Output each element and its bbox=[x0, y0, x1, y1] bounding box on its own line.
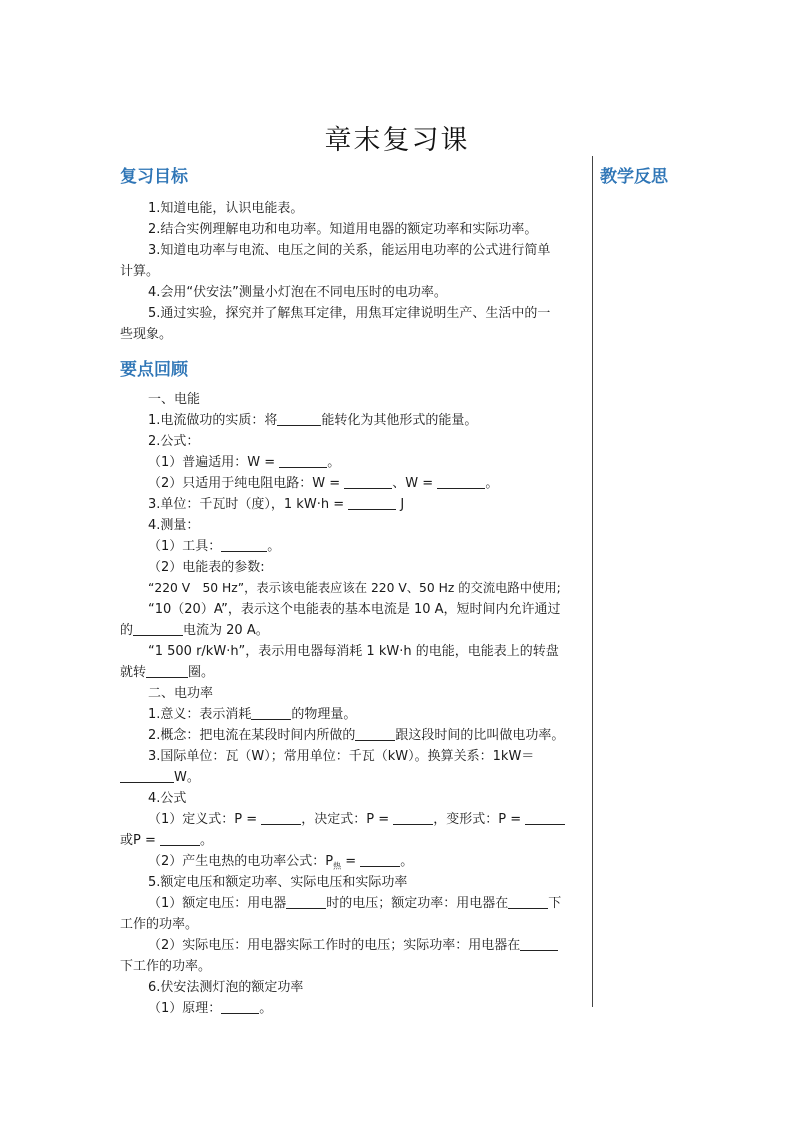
review-line: 工作的功率。 bbox=[120, 917, 199, 932]
reflection-column bbox=[600, 160, 760, 194]
review-line: （2）电能表的参数: bbox=[148, 560, 265, 575]
review-line: （1）额定电压：用电器 时的电压；额定功率：用电器在 下 bbox=[148, 896, 562, 911]
review-line: 下工作的功率。 bbox=[120, 959, 212, 974]
goal-item: 3.知道电功率与电流、电压之间的关系，能运用电功率的公式进行简单 bbox=[148, 243, 551, 258]
review-line: “10（20）A”，表示这个电能表的基本电流是 10 A，短时间内允许通过 bbox=[148, 602, 561, 617]
goal-item: 些现象。 bbox=[120, 327, 173, 342]
page-title: 章末复习课 bbox=[324, 125, 470, 156]
review-line: 2.概念：把电流在某段时间内所做的 跟这段时间的比叫做电功率。 bbox=[148, 728, 565, 743]
review-line: （1）定义式：P = ，决定式：P = ，变形式：P = bbox=[120, 809, 586, 830]
column-divider bbox=[592, 156, 593, 1007]
review-line: （2）产生电热的电功率公式：$P_热$ = 。 bbox=[148, 854, 414, 871]
goal-item: 4.会用“伏安法”测量小灯泡在不同电压时的电功率。 bbox=[148, 285, 447, 300]
review-line: 6.伏安法测灯泡的额定功率 bbox=[148, 980, 304, 995]
review-line: 5.额定电压和额定功率、实际电压和实际功率 bbox=[148, 875, 408, 890]
review-subheading: 一、电能 bbox=[148, 392, 201, 407]
review-heading: 要点回顾 bbox=[120, 360, 188, 380]
reflection-heading: 教学反思 bbox=[600, 167, 668, 187]
review-line: 4.测量： bbox=[148, 518, 200, 533]
review-line: 或P = 。 bbox=[120, 833, 214, 848]
review-line: （1）工具： 。 bbox=[148, 539, 281, 554]
review-line: “220 V 50 Hz”，表示该电能表应该在 220 V、50 Hz 的交流电路中使用; bbox=[148, 581, 561, 595]
review-line: （2）实际电压：用电器实际工作时的电压；实际功率：用电器在 bbox=[120, 935, 586, 956]
review-line: 3.单位：千瓦时（度），1 kW·h = J bbox=[148, 497, 405, 512]
review-line: “1 500 r/kW·h”，表示用电器每消耗 1 kW·h 的电能，电能表上的转盘 bbox=[148, 644, 559, 659]
review-line: 就转 圈。 bbox=[120, 665, 215, 680]
review-line: （1）原理： 。 bbox=[148, 1001, 273, 1016]
review-line: 3.国际单位：瓦（W）；常用单位：千瓦（kW）。换算关系：1kW＝ bbox=[148, 749, 535, 764]
review-line: 2.公式： bbox=[148, 434, 200, 449]
review-line: （2）只适用于纯电阻电路：W = 、W = 。 bbox=[148, 476, 499, 491]
review-line: W。 bbox=[120, 767, 586, 788]
review-line: 1.意义：表示消耗 的物理量。 bbox=[148, 707, 357, 722]
goal-item: 1.知道电能，认识电能表。 bbox=[148, 201, 304, 216]
review-line: 1.电流做功的实质：将 能转化为其他形式的能量。 bbox=[148, 413, 478, 428]
goal-item: 计算。 bbox=[120, 264, 160, 279]
main-column bbox=[120, 160, 586, 1019]
goal-item: 5.通过实验，探究并了解焦耳定律，用焦耳定律说明生产、生活中的一 bbox=[148, 306, 551, 321]
goal-item: 2.结合实例理解电功和电功率。知道用电器的额定功率和实际功率。 bbox=[148, 222, 538, 237]
review-line: 的 电流为 20 A。 bbox=[120, 623, 269, 638]
review-line: （1）普遍适用：W = 。 bbox=[148, 455, 341, 470]
review-subheading: 二、电功率 bbox=[148, 686, 214, 701]
review-line: 4.公式 bbox=[148, 791, 187, 806]
goals-heading: 复习目标 bbox=[120, 167, 188, 187]
